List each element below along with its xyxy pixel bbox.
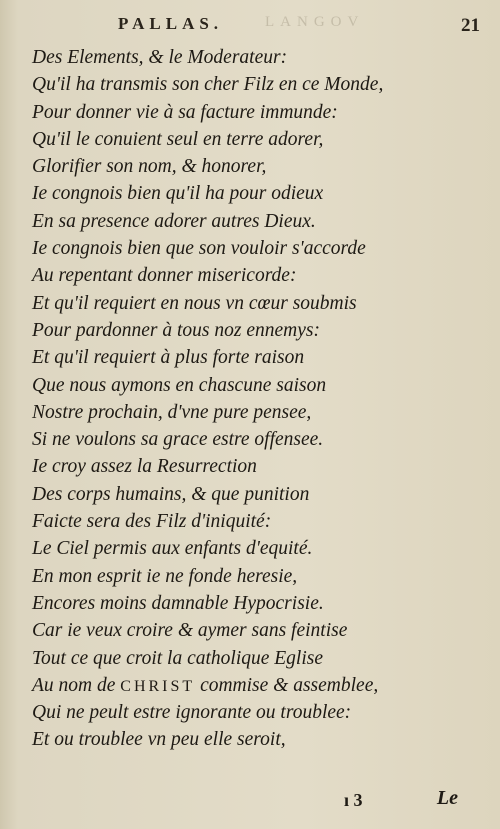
verse-line: Et ou troublee vn peu elle seroit,	[32, 729, 286, 751]
catchword: Le	[436, 787, 458, 809]
verse-line: En mon esprit ie ne fonde heresie,	[32, 565, 298, 587]
verse-line: Glorifier son nom, & honorer,	[32, 156, 267, 178]
verse-fragment: Au nom de	[32, 674, 121, 696]
verse-line: Pour pardonner à tous noz ennemys:	[32, 319, 320, 341]
poem-text	[32, 44, 488, 754]
verse-line: Des corps humains, & que punition	[32, 483, 310, 505]
verse-line: Faicte sera des Filz d'iniquité:	[32, 511, 272, 533]
show-through-text: LANGOV	[265, 14, 365, 30]
verse-line: Le Ciel permis aux enfants d'equité.	[32, 538, 313, 560]
verse-line: Des Elements, & le Moderateur:	[32, 47, 288, 68]
verse-line: Qu'il ha transmis son cher Filz en ce Monde,	[32, 74, 384, 96]
running-head: PALLAS.	[118, 14, 224, 33]
verse-line: Qui ne peult estre ignorante ou troublee:	[32, 702, 352, 724]
verse-line: Ie croy assez la Resurrection	[32, 456, 257, 478]
verse-line: Encores moins damnable Hypocrisie.	[32, 592, 324, 614]
verse-line: Si ne voulons sa grace estre offensee.	[32, 429, 324, 451]
verse-line: Car ie veux croire & aymer sans feintise	[32, 620, 348, 642]
small-caps-name: CHRIST	[120, 677, 196, 695]
verse-line	[32, 672, 488, 699]
verse-line: Ie congnois bien qu'il ha pour odieux	[32, 183, 324, 205]
verse-line: Au repentant donner misericorde:	[32, 265, 297, 287]
page-number: 21	[461, 15, 480, 36]
verse-line: Et qu'il requiert en nous vn cœur soubmis	[32, 292, 357, 314]
verse-line: Ie congnois bien que son vouloir s'accorde	[32, 238, 366, 260]
verse-line: Que nous aymons en chascune saison	[32, 374, 327, 396]
verse-line: Tout ce que croit la catholique Eglise	[32, 647, 324, 669]
verse-line: Nostre prochain, d'vne pure pensee,	[32, 401, 312, 423]
verse-line: Qu'il le conuient seul en terre adorer,	[32, 128, 324, 150]
signature-mark: ı 3	[344, 790, 363, 810]
verse-line: Pour donner vie à sa facture immunde:	[32, 101, 338, 123]
verse-line: En sa presence adorer autres Dieux.	[32, 210, 316, 232]
verse-line: Et qu'il requiert à plus forte raison	[32, 347, 305, 369]
verse-fragment: commise & assemblee,	[195, 674, 379, 696]
